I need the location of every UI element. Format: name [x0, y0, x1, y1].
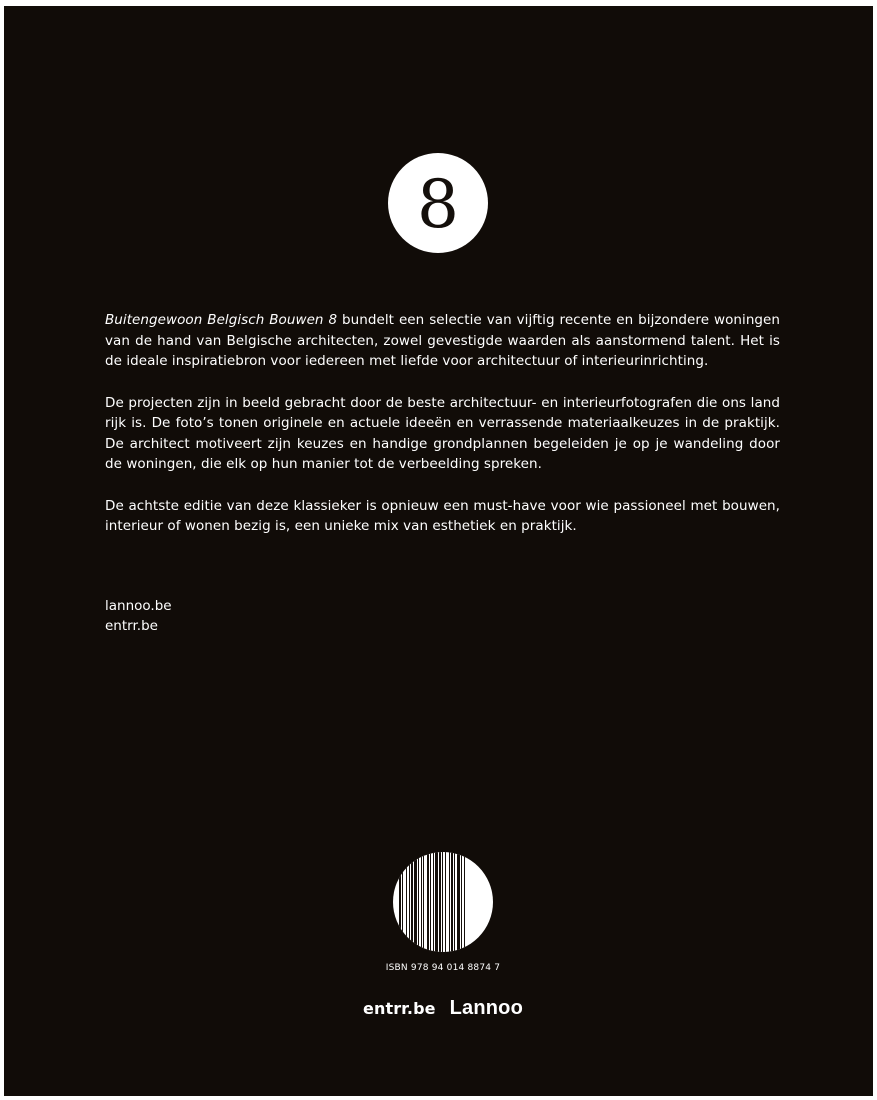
entrr-logo: entrr.be [363, 998, 436, 1018]
book-title: Buitengewoon Belgisch Bouwen 8 [105, 312, 338, 328]
barcode-bar [442, 852, 443, 952]
description-paragraph-3: De achtste editie van deze klassieker is opnieuw een must-have voor wie passioneel met bouwen, interieur of wonen bezig is, een unieke mix van esthetiek en praktijk. [105, 497, 780, 534]
barcode-bar [439, 852, 441, 952]
barcode-bar [411, 852, 413, 952]
barcode-bar [430, 852, 431, 952]
link-lannoo[interactable]: lannoo.be [105, 598, 172, 614]
barcode [393, 852, 493, 952]
description-paragraph-1-text: bundelt een selectie van vijftig recente en bijzondere woningen van de hand van Belgische architecten, zowel gevestigde waarden als aanstormend talent. Het is de ideale inspiratiebron voor iedereen met liefde voor architectuur of interieurinrichting. [105, 312, 780, 369]
barcode-bar [451, 852, 453, 952]
barcode-bar [423, 852, 424, 952]
description-paragraph-2: De projecten zijn in beeld gebracht door de beste architectuur- en interieurfotografen die ons land rijk is. De foto’s tonen originele en actuele ideeën en verrassende materiaalkeuzes in de praktijk. De architect motiveert zijn keuzes en handige grondplannen begeleiden je op je wandeling door de woningen, die elk op hun manier tot de verbeelding spreken. [105, 394, 780, 472]
barcode-bar [406, 852, 407, 952]
barcode-bar [449, 852, 450, 952]
publisher-logos [343, 993, 543, 1023]
barcode-bar [461, 852, 462, 952]
barcode-bar [454, 852, 455, 952]
edition-number: 8 [417, 166, 459, 243]
barcode-bar [464, 852, 465, 952]
link-entrr[interactable]: entrr.be [105, 618, 158, 634]
website-links [105, 596, 172, 636]
isbn: ISBN 978 94 014 8874 7 [385, 963, 501, 973]
barcode-bar [435, 852, 438, 952]
barcode-bar [433, 852, 434, 952]
barcode-bar [427, 852, 429, 952]
barcode-bar [421, 852, 422, 952]
barcode-bar [418, 852, 419, 952]
barcode-graphic [393, 852, 493, 952]
barcode-bar [445, 852, 446, 952]
description-paragraph-1 [105, 310, 780, 372]
edition-badge [388, 153, 488, 253]
description [105, 310, 780, 558]
barcode-bar [457, 852, 460, 952]
barcode-bar [409, 852, 410, 952]
barcode-bar [399, 852, 401, 952]
lannoo-logo: Lannoo [449, 996, 523, 1019]
barcode-bar [414, 852, 417, 952]
back-cover [4, 6, 873, 1096]
barcode-bar [402, 852, 403, 952]
